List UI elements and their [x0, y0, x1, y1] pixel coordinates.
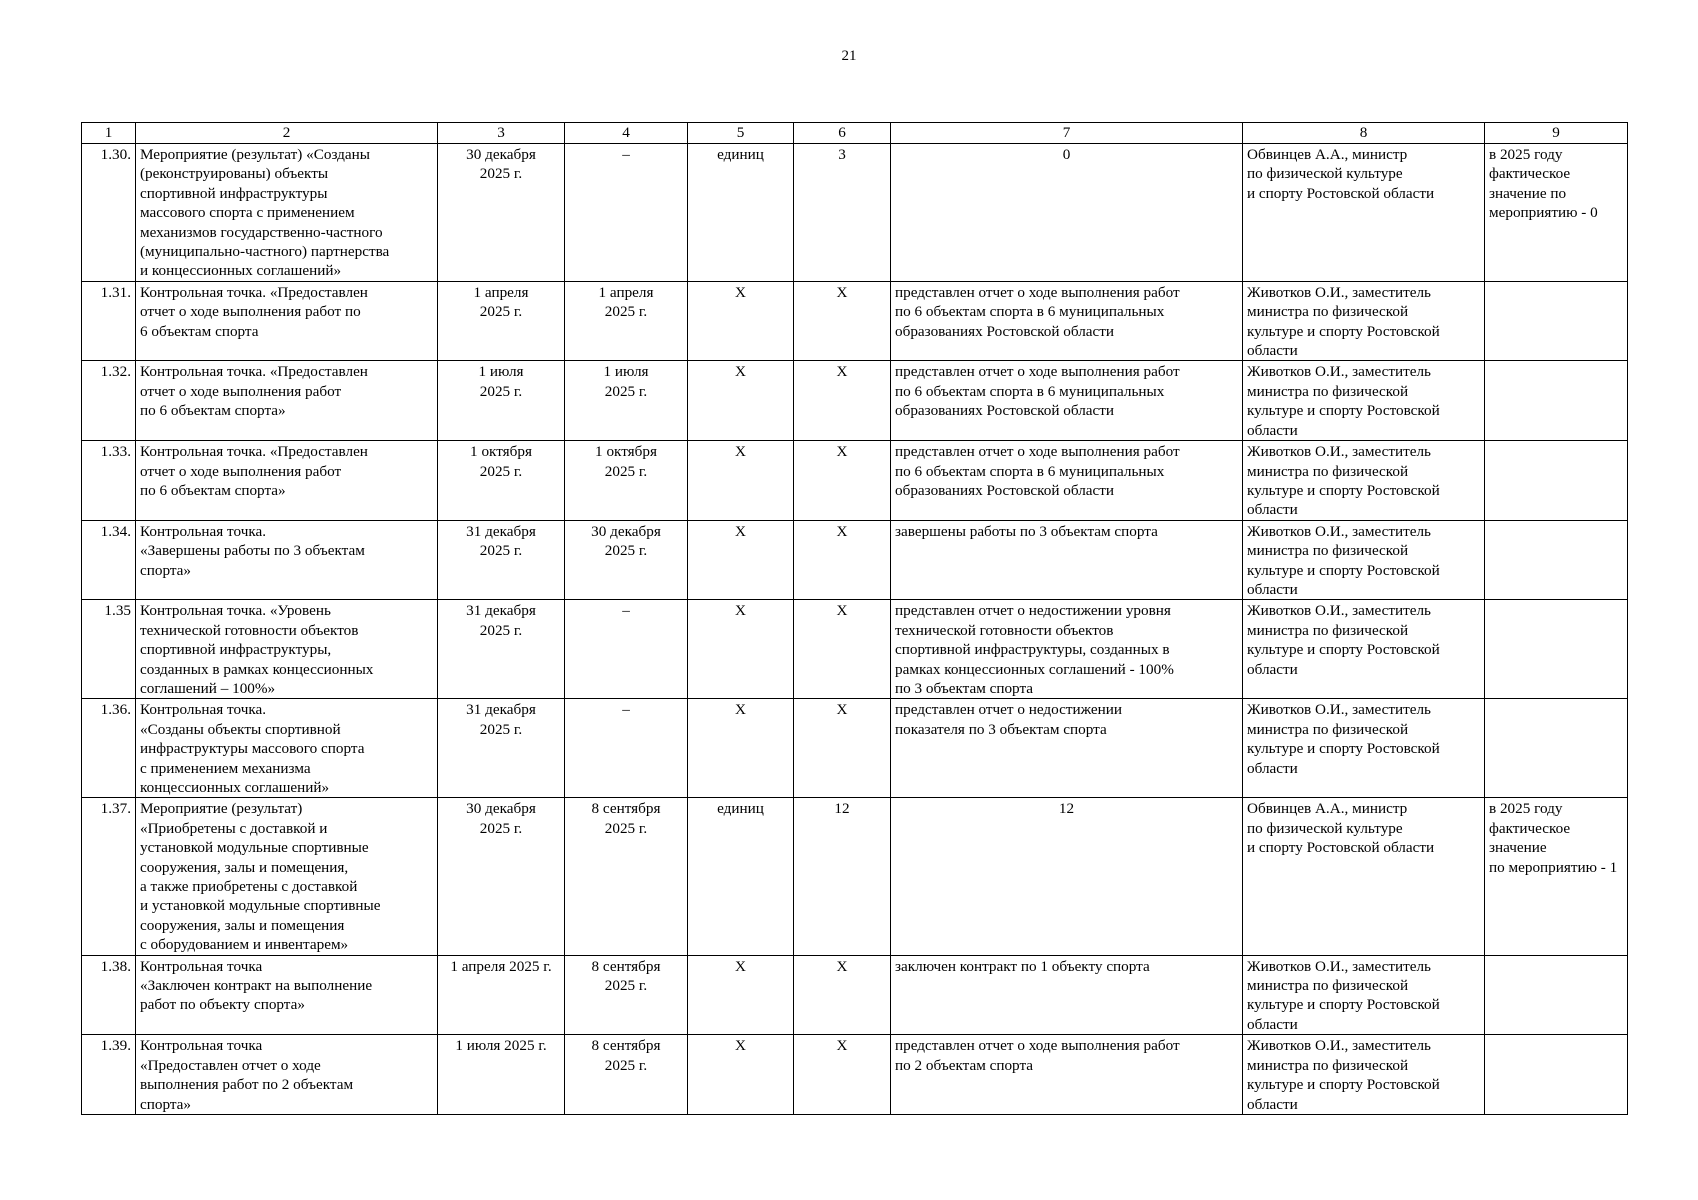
- event-title-cell: Мероприятие (результат) «Созданы (реконструированы) объекты спортивной инфраструктуры массового спорта с применением механизмов государственно-частного (муниципально-частного) партнерства и концессионных соглашений»: [136, 144, 438, 282]
- event-title-cell: Контрольная точка «Предоставлен отчет о ходе выполнения работ по 2 объектам спорта»: [136, 1035, 438, 1115]
- end-date-cell: –: [565, 600, 688, 699]
- end-date-cell: –: [565, 699, 688, 798]
- responsible-cell: Животков О.И., заместитель министра по физической культуре и спорту Ростовской области: [1243, 441, 1485, 521]
- end-date-cell: 8 сентября 2025 г.: [565, 798, 688, 955]
- responsible-cell: Животков О.И., заместитель министра по физической культуре и спорту Ростовской области: [1243, 955, 1485, 1035]
- note-cell: [1485, 281, 1628, 361]
- table-row: [82, 798, 1628, 955]
- column-header: 1: [82, 123, 136, 144]
- column-header: 7: [891, 123, 1243, 144]
- fact-value-cell: представлен отчет о недостижении показателя по 3 объектам спорта: [891, 699, 1243, 798]
- table-row: [82, 1035, 1628, 1115]
- end-date-cell: 8 сентября 2025 г.: [565, 955, 688, 1035]
- event-title-cell: Контрольная точка. «Предоставлен отчет о ходе выполнения работ по 6 объектам спорта: [136, 281, 438, 361]
- fact-value-cell: 12: [891, 798, 1243, 955]
- table-row: [82, 441, 1628, 521]
- table-row: [82, 699, 1628, 798]
- row-number-cell: 1.31.: [82, 281, 136, 361]
- plan-value-cell: 12: [794, 798, 891, 955]
- row-number-cell: 1.36.: [82, 699, 136, 798]
- report-table: [81, 122, 1628, 1115]
- end-date-cell: 1 октября 2025 г.: [565, 441, 688, 521]
- fact-value-cell: представлен отчет о недостижении уровня технической готовности объектов спортивной инфраструктуры, созданных в рамках концессионных соглашений - 100% по 3 объектам спорта: [891, 600, 1243, 699]
- start-date-cell: 1 октября 2025 г.: [438, 441, 565, 521]
- table-header-row: [82, 123, 1628, 144]
- plan-value-cell: X: [794, 1035, 891, 1115]
- unit-cell: X: [688, 699, 794, 798]
- row-number-cell: 1.37.: [82, 798, 136, 955]
- event-title-cell: Контрольная точка «Заключен контракт на выполнение работ по объекту спорта»: [136, 955, 438, 1035]
- end-date-cell: 8 сентября 2025 г.: [565, 1035, 688, 1115]
- column-header: 9: [1485, 123, 1628, 144]
- end-date-cell: 1 июля 2025 г.: [565, 361, 688, 441]
- plan-value-cell: X: [794, 361, 891, 441]
- column-header: 6: [794, 123, 891, 144]
- column-header: 4: [565, 123, 688, 144]
- event-title-cell: Контрольная точка. «Уровень технической готовности объектов спортивной инфраструктуры, созданных в рамках концессионных соглашений – 100%»: [136, 600, 438, 699]
- fact-value-cell: заключен контракт по 1 объекту спорта: [891, 955, 1243, 1035]
- column-header: 3: [438, 123, 565, 144]
- note-cell: [1485, 699, 1628, 798]
- row-number-cell: 1.33.: [82, 441, 136, 521]
- unit-cell: единиц: [688, 798, 794, 955]
- plan-value-cell: X: [794, 520, 891, 600]
- row-number-cell: 1.30.: [82, 144, 136, 282]
- start-date-cell: 31 декабря 2025 г.: [438, 600, 565, 699]
- responsible-cell: Животков О.И., заместитель министра по физической культуре и спорту Ростовской области: [1243, 361, 1485, 441]
- note-cell: [1485, 520, 1628, 600]
- plan-value-cell: X: [794, 955, 891, 1035]
- row-number-cell: 1.38.: [82, 955, 136, 1035]
- start-date-cell: 30 декабря 2025 г.: [438, 798, 565, 955]
- event-title-cell: Контрольная точка. «Предоставлен отчет о ходе выполнения работ по 6 объектам спорта»: [136, 441, 438, 521]
- end-date-cell: 30 декабря 2025 г.: [565, 520, 688, 600]
- event-title-cell: Контрольная точка. «Предоставлен отчет о ходе выполнения работ по 6 объектам спорта»: [136, 361, 438, 441]
- start-date-cell: 31 декабря 2025 г.: [438, 520, 565, 600]
- unit-cell: X: [688, 520, 794, 600]
- note-cell: [1485, 955, 1628, 1035]
- page-number: 21: [841, 48, 857, 64]
- fact-value-cell: представлен отчет о ходе выполнения работ по 2 объектам спорта: [891, 1035, 1243, 1115]
- responsible-cell: Животков О.И., заместитель министра по физической культуре и спорту Ростовской области: [1243, 281, 1485, 361]
- table-row: [82, 281, 1628, 361]
- table-row: [82, 600, 1628, 699]
- plan-value-cell: X: [794, 600, 891, 699]
- unit-cell: единиц: [688, 144, 794, 282]
- start-date-cell: 1 апреля 2025 г.: [438, 955, 565, 1035]
- start-date-cell: 1 июля 2025 г.: [438, 1035, 565, 1115]
- note-cell: [1485, 1035, 1628, 1115]
- unit-cell: X: [688, 1035, 794, 1115]
- start-date-cell: 31 декабря 2025 г.: [438, 699, 565, 798]
- responsible-cell: Животков О.И., заместитель министра по физической культуре и спорту Ростовской области: [1243, 699, 1485, 798]
- row-number-cell: 1.32.: [82, 361, 136, 441]
- plan-value-cell: X: [794, 281, 891, 361]
- responsible-cell: Животков О.И., заместитель министра по физической культуре и спорту Ростовской области: [1243, 600, 1485, 699]
- column-header: 2: [136, 123, 438, 144]
- unit-cell: X: [688, 955, 794, 1035]
- event-title-cell: Мероприятие (результат) «Приобретены с доставкой и установкой модульные спортивные сооружения, залы и помещения, а также приобретены с доставкой и установкой модульные спортивные сооружения, залы и помещения с оборудованием и инвентарем»: [136, 798, 438, 955]
- plan-value-cell: 3: [794, 144, 891, 282]
- start-date-cell: 30 декабря 2025 г.: [438, 144, 565, 282]
- row-number-cell: 1.34.: [82, 520, 136, 600]
- end-date-cell: 1 апреля 2025 г.: [565, 281, 688, 361]
- event-title-cell: Контрольная точка. «Созданы объекты спортивной инфраструктуры массового спорта с применением механизма концессионных соглашений»: [136, 699, 438, 798]
- unit-cell: X: [688, 441, 794, 521]
- fact-value-cell: представлен отчет о ходе выполнения работ по 6 объектам спорта в 6 муниципальных образованиях Ростовской области: [891, 361, 1243, 441]
- fact-value-cell: 0: [891, 144, 1243, 282]
- column-header: 8: [1243, 123, 1485, 144]
- event-title-cell: Контрольная точка. «Завершены работы по 3 объектам спорта»: [136, 520, 438, 600]
- row-number-cell: 1.39.: [82, 1035, 136, 1115]
- fact-value-cell: завершены работы по 3 объектам спорта: [891, 520, 1243, 600]
- plan-value-cell: X: [794, 441, 891, 521]
- responsible-cell: Обвинцев А.А., министр по физической культуре и спорту Ростовской области: [1243, 144, 1485, 282]
- table-row: [82, 361, 1628, 441]
- column-header: 5: [688, 123, 794, 144]
- table-row: [82, 520, 1628, 600]
- unit-cell: X: [688, 281, 794, 361]
- fact-value-cell: представлен отчет о ходе выполнения работ по 6 объектам спорта в 6 муниципальных образованиях Ростовской области: [891, 441, 1243, 521]
- start-date-cell: 1 июля 2025 г.: [438, 361, 565, 441]
- end-date-cell: –: [565, 144, 688, 282]
- note-cell: в 2025 году фактическое значение по мероприятию - 0: [1485, 144, 1628, 282]
- unit-cell: X: [688, 361, 794, 441]
- plan-value-cell: X: [794, 699, 891, 798]
- start-date-cell: 1 апреля 2025 г.: [438, 281, 565, 361]
- responsible-cell: Животков О.И., заместитель министра по физической культуре и спорту Ростовской области: [1243, 520, 1485, 600]
- note-cell: [1485, 600, 1628, 699]
- table-row: [82, 144, 1628, 282]
- responsible-cell: Животков О.И., заместитель министра по физической культуре и спорту Ростовской области: [1243, 1035, 1485, 1115]
- responsible-cell: Обвинцев А.А., министр по физической культуре и спорту Ростовской области: [1243, 798, 1485, 955]
- unit-cell: X: [688, 600, 794, 699]
- note-cell: [1485, 441, 1628, 521]
- note-cell: в 2025 году фактическое значение по мероприятию - 1: [1485, 798, 1628, 955]
- row-number-cell: 1.35: [82, 600, 136, 699]
- fact-value-cell: представлен отчет о ходе выполнения работ по 6 объектам спорта в 6 муниципальных образованиях Ростовской области: [891, 281, 1243, 361]
- note-cell: [1485, 361, 1628, 441]
- table-row: [82, 955, 1628, 1035]
